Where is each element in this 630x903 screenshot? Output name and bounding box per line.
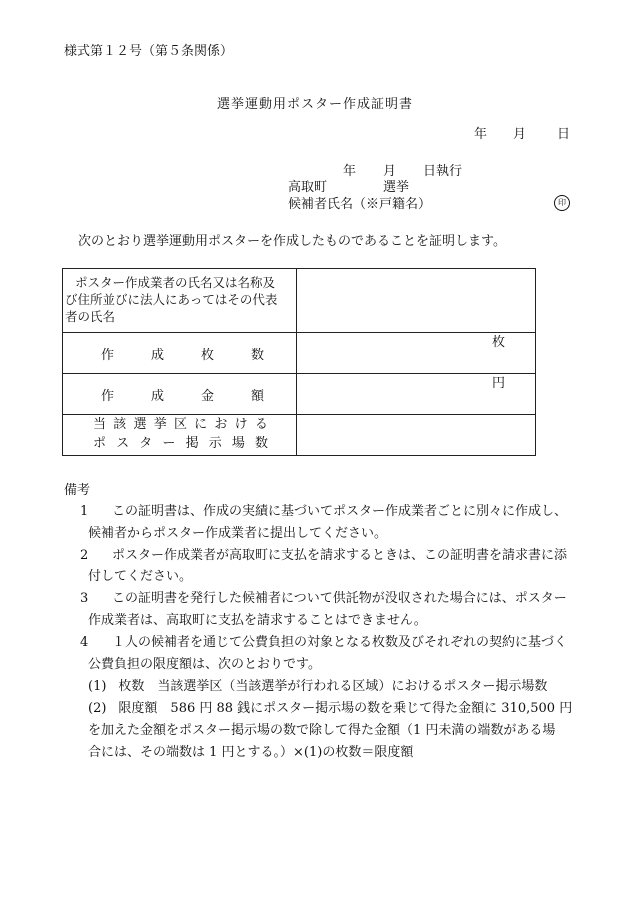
quantity-label	[63, 333, 297, 374]
amount-unit: 円	[491, 376, 505, 391]
sites-char: ー	[162, 436, 176, 451]
note-item	[80, 503, 567, 521]
note-item	[80, 547, 567, 565]
sites-char: 選	[133, 417, 147, 433]
table-row	[63, 374, 536, 415]
election-label: 選挙	[383, 180, 410, 195]
amount-label-char: 作	[101, 388, 115, 404]
contractor-label-line: ポスター作成業者の氏名又は名称及	[75, 275, 276, 291]
note-line: 付してください。	[88, 569, 193, 584]
date-year: 年	[474, 127, 488, 142]
town-name: 高取町	[288, 180, 328, 195]
note-item	[80, 634, 567, 652]
sub-note-line: 限度額 586 円 88 銭にポスター掲示場の数を乗じて得た金額に 310,500 円	[118, 701, 573, 716]
quantity-label-char: 数	[250, 347, 264, 363]
quantity-label-char: 成	[150, 347, 164, 363]
intro-text: 次のとおり選挙運動用ポスターを作成したものであることを証明します。	[78, 234, 506, 249]
table-row	[63, 333, 536, 374]
sites-char: 示	[208, 436, 222, 451]
sites-char: 挙	[153, 417, 167, 433]
note-line: この証明書を発行した候補者について供託物が没収された場合には、ポスター	[112, 591, 567, 606]
note-number: 4	[80, 635, 89, 650]
seal-mark: 印	[554, 195, 570, 211]
note-line: 作成業者は、高取町に支払を請求することはできません。	[88, 613, 427, 628]
note-number: 2	[80, 548, 89, 563]
sites-char: ス	[116, 436, 130, 451]
table-row	[63, 415, 536, 456]
sites-char: 該	[113, 417, 127, 433]
note-line: 公費負担の限度額は、次のとおりです。	[88, 657, 321, 672]
sub-note-number: (2)	[88, 701, 107, 716]
sub-note-line: 枚数 当該選挙区（当該選挙が行われる区域）におけるポスター掲示場数	[118, 679, 548, 694]
sites-char: け	[234, 417, 248, 433]
note-number: 3	[80, 591, 89, 606]
exec-day: 日執行	[423, 164, 463, 179]
contractor-label	[63, 269, 297, 333]
note-line: ポスター作成業者が高取町に支払を請求するときは、この証明書を請求書に添	[112, 548, 568, 563]
sites-char: 数	[254, 436, 268, 451]
note-line: 候補者からポスター作成業者に提出してください。	[88, 526, 388, 541]
poster-sites-label	[63, 415, 297, 456]
amount-label-char: 成	[150, 388, 164, 404]
quantity-label-char: 枚	[200, 347, 214, 363]
amount-label-char: 額	[250, 388, 264, 404]
sites-char: タ	[139, 436, 153, 451]
certificate-table	[62, 268, 536, 456]
contractor-label-line: び住所並びに法人にあってはその代表	[65, 292, 278, 308]
document-title: 選挙運動用ポスター作成証明書	[216, 97, 413, 112]
sites-char: る	[254, 417, 268, 433]
sites-char: に	[194, 417, 208, 433]
note-number: 1	[80, 504, 89, 519]
candidate-name-label: 候補者氏名（※戸籍名）	[288, 197, 432, 212]
note-line: この証明書は、作成の実績に基づいてポスター作成業者ごとに別々に作成し、	[112, 504, 568, 519]
sub-note-number: (1)	[88, 679, 107, 694]
sites-char: ポ	[93, 436, 107, 451]
sites-char: 当	[93, 417, 107, 433]
date-day: 日	[557, 127, 571, 142]
sites-char: 場	[231, 436, 245, 451]
note-line: １人の候補者を通じて公費負担の対象となる枚数及びそれぞれの契約に基づく	[112, 635, 568, 650]
sub-note-item	[88, 678, 547, 696]
poster-sites-value-cell[interactable]	[297, 415, 536, 456]
sites-char: 掲	[185, 436, 199, 451]
sub-note-line: を加えた金額をポスター掲示場の数で除して得た金額（1 円未満の端数がある場	[88, 723, 556, 738]
sub-note-line: 合には、その端数は 1 円とする。）×(1)の枚数＝限度額	[88, 745, 414, 760]
note-item	[80, 590, 567, 608]
date-month: 月	[513, 127, 527, 142]
exec-month: 月	[383, 164, 397, 179]
form-number: 様式第１２号（第５条関係）	[64, 44, 234, 59]
table-row	[63, 269, 536, 333]
sites-char: 区	[173, 417, 187, 433]
sites-char: お	[214, 417, 228, 433]
amount-label-char: 金	[200, 388, 214, 404]
exec-year: 年	[343, 164, 357, 179]
contractor-value-cell[interactable]	[297, 269, 536, 333]
quantity-value-cell[interactable]	[297, 333, 536, 374]
quantity-label-char: 作	[101, 347, 115, 363]
amount-label	[63, 374, 297, 415]
sub-note-item	[88, 700, 572, 718]
notes-title: 備考	[64, 483, 91, 498]
quantity-unit: 枚	[491, 335, 505, 350]
amount-value-cell[interactable]	[297, 374, 536, 415]
contractor-label-line: 者の氏名	[65, 308, 116, 324]
